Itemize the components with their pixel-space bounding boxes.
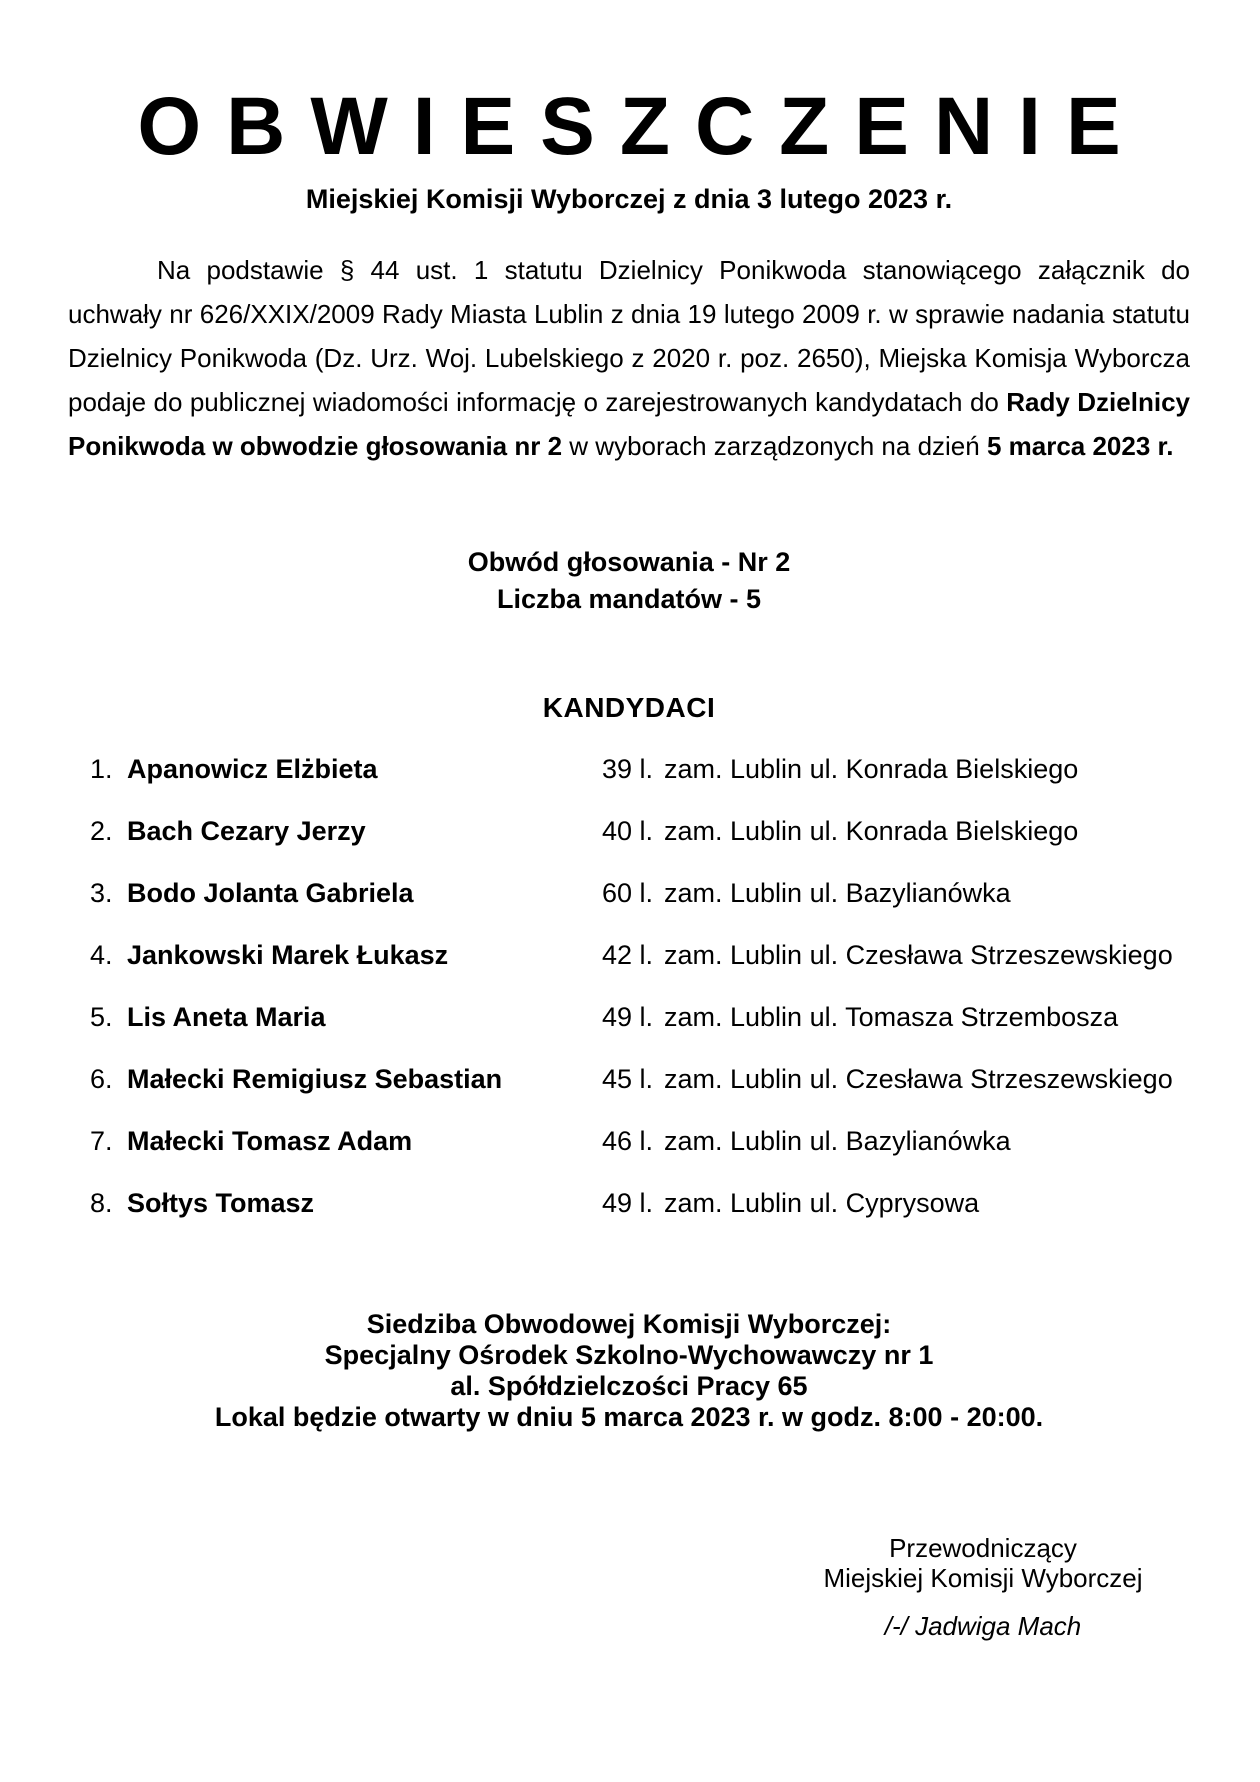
candidate-name: Sołtys Tomasz [127, 1188, 315, 1218]
candidate-number: 6. [90, 1064, 113, 1094]
candidate-residence: zam. Lublin ul. Tomasza Strzembosza [664, 1002, 1119, 1032]
candidate-name: Jankowski Marek Łukasz [127, 940, 449, 970]
signature-role-line-1: Przewodniczący [889, 1533, 1077, 1563]
venue-name-line: Specjalny Ośrodek Szkolno-Wychowawczy nr 1 [324, 1340, 934, 1370]
candidate-number: 2. [90, 816, 113, 846]
candidate-residence: zam. Lublin ul. Bazylianówka [664, 878, 1011, 908]
intro-text-regular-1: Na podstawie § 44 ust. 1 statutu Dzielnicy Ponikwoda stanowiącego załącznik do uchwały nr 626/XXIX/2009 Rady Miasta Lublin z dnia 19 lutego 2009 r. w sprawie nadania statutu Dzielnicy Ponikwoda (Dz. Urz. Woj. Lubelskiego z 2020 r. poz. 2650), Miejska Komisja Wyborcza podaje do publicznej wiadomości informację o zarejestrowanych kandydatach do [68, 255, 1190, 417]
candidate-name: Małecki Remigiusz Sebastian [127, 1064, 503, 1094]
candidate-name: Małecki Tomasz Adam [127, 1126, 413, 1156]
candidate-age: 46 l. [602, 1126, 654, 1156]
candidate-row [90, 937, 1190, 973]
candidate-row [90, 1061, 1190, 1097]
candidate-name: Lis Aneta Maria [127, 1002, 326, 1032]
candidate-age: 49 l. [602, 1188, 654, 1218]
candidate-row [90, 813, 1190, 849]
candidate-row [90, 875, 1190, 911]
candidate-name: Apanowicz Elżbieta [127, 754, 378, 784]
candidate-name: Bodo Jolanta Gabriela [127, 878, 414, 908]
district-number-line: Obwód głosowania - Nr 2 [467, 547, 791, 577]
candidate-row [90, 999, 1190, 1035]
candidate-number: 4. [90, 940, 113, 970]
candidate-age: 40 l. [602, 816, 654, 846]
intro-text-regular-2: w wyborach zarządzonych na dzień [562, 431, 987, 461]
candidate-age: 49 l. [602, 1002, 654, 1032]
document-subtitle: Miejskiej Komisji Wyborczej z dnia 3 lutego 2023 r. [305, 184, 953, 214]
candidate-number: 7. [90, 1126, 113, 1156]
candidate-age: 39 l. [602, 754, 654, 784]
venue-address-line: al. Spółdzielczości Pracy 65 [450, 1371, 808, 1401]
intro-text-bold-2: 5 marca 2023 r. [986, 431, 1174, 461]
district-info [68, 544, 1190, 618]
candidate-residence: zam. Lublin ul. Bazylianówka [664, 1126, 1011, 1156]
signature-role-line-2: Miejskiej Komisji Wyborczej [823, 1563, 1143, 1593]
candidate-age: 45 l. [602, 1064, 654, 1094]
polling-station-info [68, 1309, 1190, 1433]
document-title: OBWIESZCZENIE [137, 81, 1146, 172]
candidate-number: 3. [90, 878, 113, 908]
candidate-row [90, 1123, 1190, 1159]
candidate-number: 5. [90, 1002, 113, 1032]
candidate-residence: zam. Lublin ul. Czesława Strzeszewskiego [664, 1064, 1173, 1094]
candidate-number: 1. [90, 754, 113, 784]
candidate-age: 42 l. [602, 940, 654, 970]
candidate-residence: zam. Lublin ul. Konrada Bielskiego [664, 754, 1079, 784]
intro-text-bold-1: Rady Dzielnicy Ponikwoda w obwodzie głosowania nr 2 [68, 387, 1190, 461]
candidate-row [90, 751, 1190, 787]
candidate-residence: zam. Lublin ul. Konrada Bielskiego [664, 816, 1079, 846]
mandates-count-line: Liczba mandatów - 5 [496, 584, 762, 614]
venue-heading-line: Siedziba Obwodowej Komisji Wyborczej: [366, 1309, 892, 1339]
signature-name: /-/ Jadwiga Mach [884, 1611, 1082, 1641]
candidate-residence: zam. Lublin ul. Czesława Strzeszewskiego [664, 940, 1173, 970]
candidates-list [68, 751, 1190, 1221]
candidate-name: Bach Cezary Jerzy [127, 816, 366, 846]
intro-paragraph [68, 248, 1190, 468]
venue-hours-line: Lokal będzie otwarty w dniu 5 marca 2023 r. w godz. 8:00 - 20:00. [214, 1402, 1044, 1432]
candidate-residence: zam. Lublin ul. Cyprysowa [664, 1188, 980, 1218]
candidate-number: 8. [90, 1188, 113, 1218]
signature-block [818, 1533, 1148, 1641]
candidates-heading: KANDYDACI [542, 692, 716, 723]
candidate-row [90, 1185, 1190, 1221]
candidate-age: 60 l. [602, 878, 654, 908]
